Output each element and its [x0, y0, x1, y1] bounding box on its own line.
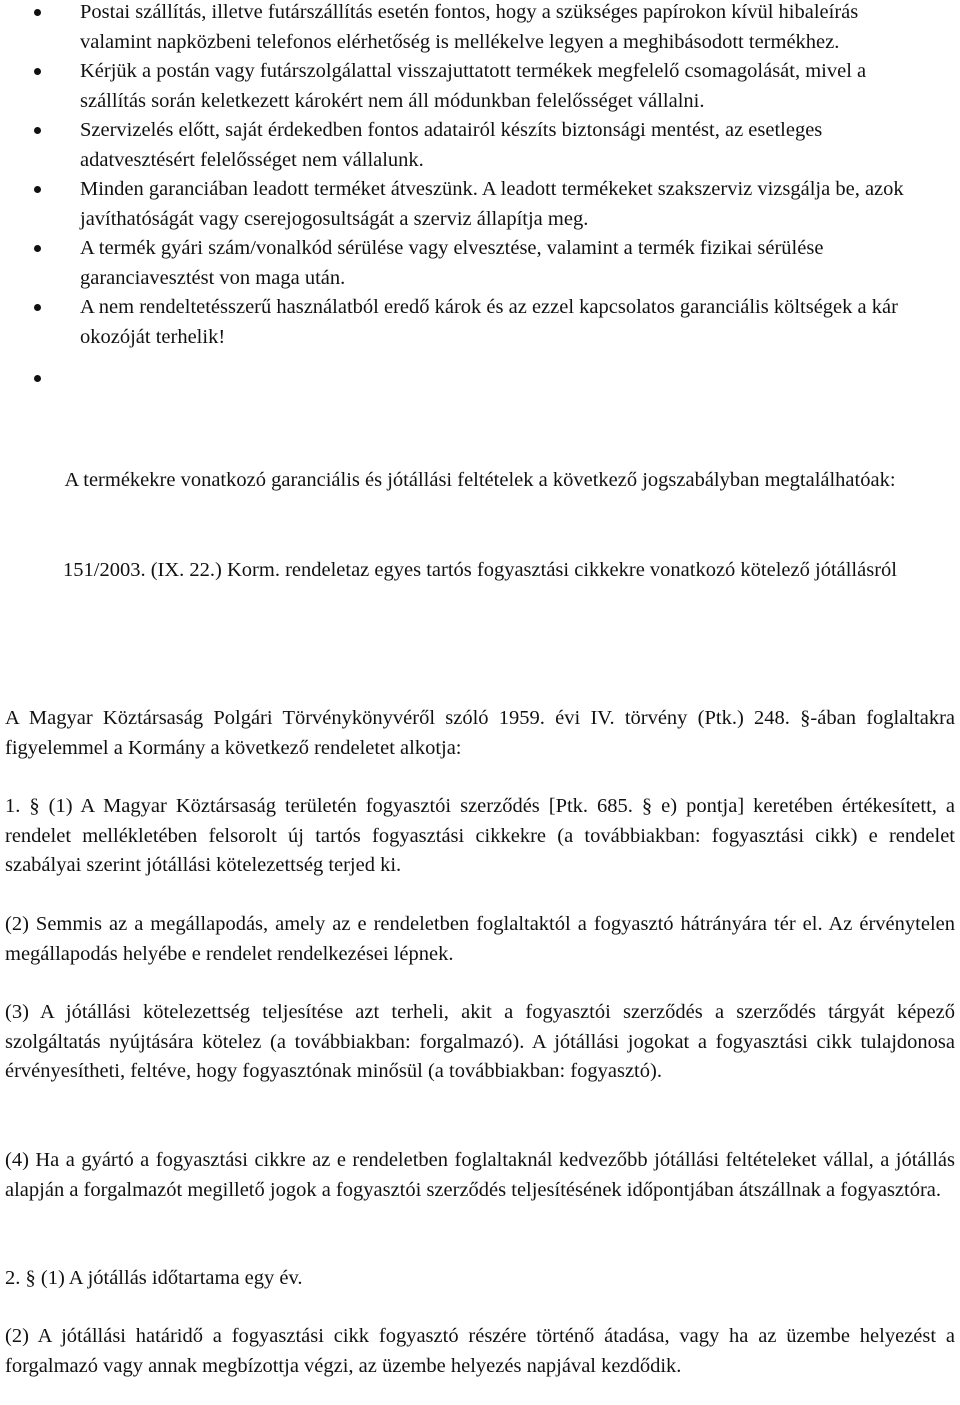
bullet-icon — [34, 9, 41, 16]
list-item — [0, 293, 930, 352]
paragraph-text: (2) A jótállási határidő a fogyasztási cikk fogyasztó részére történő átadása, vagy ha az üzembe helyezést a forgalmazó vagy annak megbízottja végzi, az üzembe helyezés napjával kezdődik. — [5, 1325, 955, 1377]
list-item-text: Szervizelés előtt, saját érdekedben fontos adatairól készíts biztonsági mentést, az esetleges adatvesztésért felelősséget nem vállalunk. — [80, 119, 823, 171]
list-item — [0, 175, 930, 234]
preamble-section — [5, 704, 955, 763]
paragraph-text: (2) Semmis az a megállapodás, amely az e rendeletben foglaltaktól a fogyasztó hátrányára tér el. Az érvénytelen megállapodás helyébe e rendelet rendelkezései lépnek. — [5, 913, 955, 965]
list-item-text: Kérjük a postán vagy futárszolgálattal visszajuttatott termékek megfelelő csomagolását, mivel a szállítás során keletkezett károkért nem áll módunkban felelősséget vállalni. — [80, 60, 867, 112]
list-item-text: Postai szállítás, illetve futárszállítás esetén fontos, hogy a szükséges papírokon kívül hibaleírás valamint napközbeni telefonos elérhetőség is mellékelve legyen a meghibásodott termékhez. — [80, 1, 859, 53]
paragraph-text: (3) A jótállási kötelezettség teljesítése azt terheli, akit a fogyasztói szerződés a szerződés tárgyát képező szolgáltatás nyújtására kötelez (a továbbiakban: forgalmazó). A jótállási jogokat a fogyasztási cikk tulajdonosa érvényesítheti, feltéve, hogy fogyasztónak minősül (a továbbiakban: fogyasztó). — [5, 1001, 955, 1082]
law-reference-intro: A termékekre vonatkozó garanciális és jótállási feltételek a következő jogszabályban megtalálhatóak: — [64, 469, 896, 491]
paragraph-text: 2. § (1) A jótállás időtartama egy év. — [5, 1267, 303, 1289]
list-item-text: Minden garanciában leadott terméket átveszünk. A leadott termékeket szakszerviz vizsgálja be, azok javíthatóságát vagy cserejogosultságát a szerviz állapítja meg. — [80, 178, 904, 230]
list-item — [0, 0, 930, 57]
list-item-text: A termék gyári szám/vonalkód sérülése vagy elvesztése, valamint a termék fizikai sérülése garanciavesztést von maga után. — [80, 237, 824, 289]
bullet-icon — [34, 375, 41, 382]
bullet-icon — [34, 68, 41, 75]
preamble-text: A Magyar Köztársaság Polgári Törvénykönyvéről szóló 1959. évi IV. törvény (Ptk.) 248. §-ában foglaltakra figyelemmel a Kormány a következő rendeletet alkotja: — [5, 707, 955, 759]
list-item-empty — [0, 352, 930, 405]
bullet-icon — [34, 127, 41, 134]
list-item — [0, 116, 930, 175]
article-1-paragraph-1 — [5, 792, 955, 881]
bullet-icon — [34, 186, 41, 193]
article-1-paragraph-4 — [5, 1146, 955, 1205]
paragraph-text: (4) Ha a gyártó a fogyasztási cikkre az e rendeletben foglaltaknál kedvezőbb jótállási feltételeket vállal, a jótállás alapján a forgalmazót megillető jogok a fogyasztói szerződés teljesítésének időpontjában átszállnak a fogyasztóra. — [5, 1149, 955, 1201]
list-item — [0, 57, 930, 116]
warranty-notes-list — [0, 0, 930, 405]
list-item — [0, 234, 930, 293]
law-reference-title: 151/2003. (IX. 22.) Korm. rendeletaz egyes tartós fogyasztási cikkekre vonatkozó kötelező jótállásról — [63, 559, 897, 581]
article-2-paragraph-1 — [5, 1264, 955, 1294]
article-1-paragraph-3 — [5, 998, 955, 1087]
list-item-text: A nem rendeltetésszerű használatból eredő károk és az ezzel kapcsolatos garanciális költségek a kár okozóját terhelik! — [80, 296, 898, 348]
bullet-icon — [34, 304, 41, 311]
article-2-paragraph-2 — [5, 1322, 955, 1381]
article-1-paragraph-2 — [5, 910, 955, 969]
paragraph-text: 1. § (1) A Magyar Köztársaság területén fogyasztói szerződés [Ptk. 685. § e) pontja] keretében értékesített, a rendelet mellékletében felsorolt új tartós fogyasztási cikkekre (a továbbiakban: fogyasztási cikk) e rendelet szabályai szerint jótállási kötelezettség terjed ki. — [5, 795, 955, 876]
bullet-icon — [34, 245, 41, 252]
